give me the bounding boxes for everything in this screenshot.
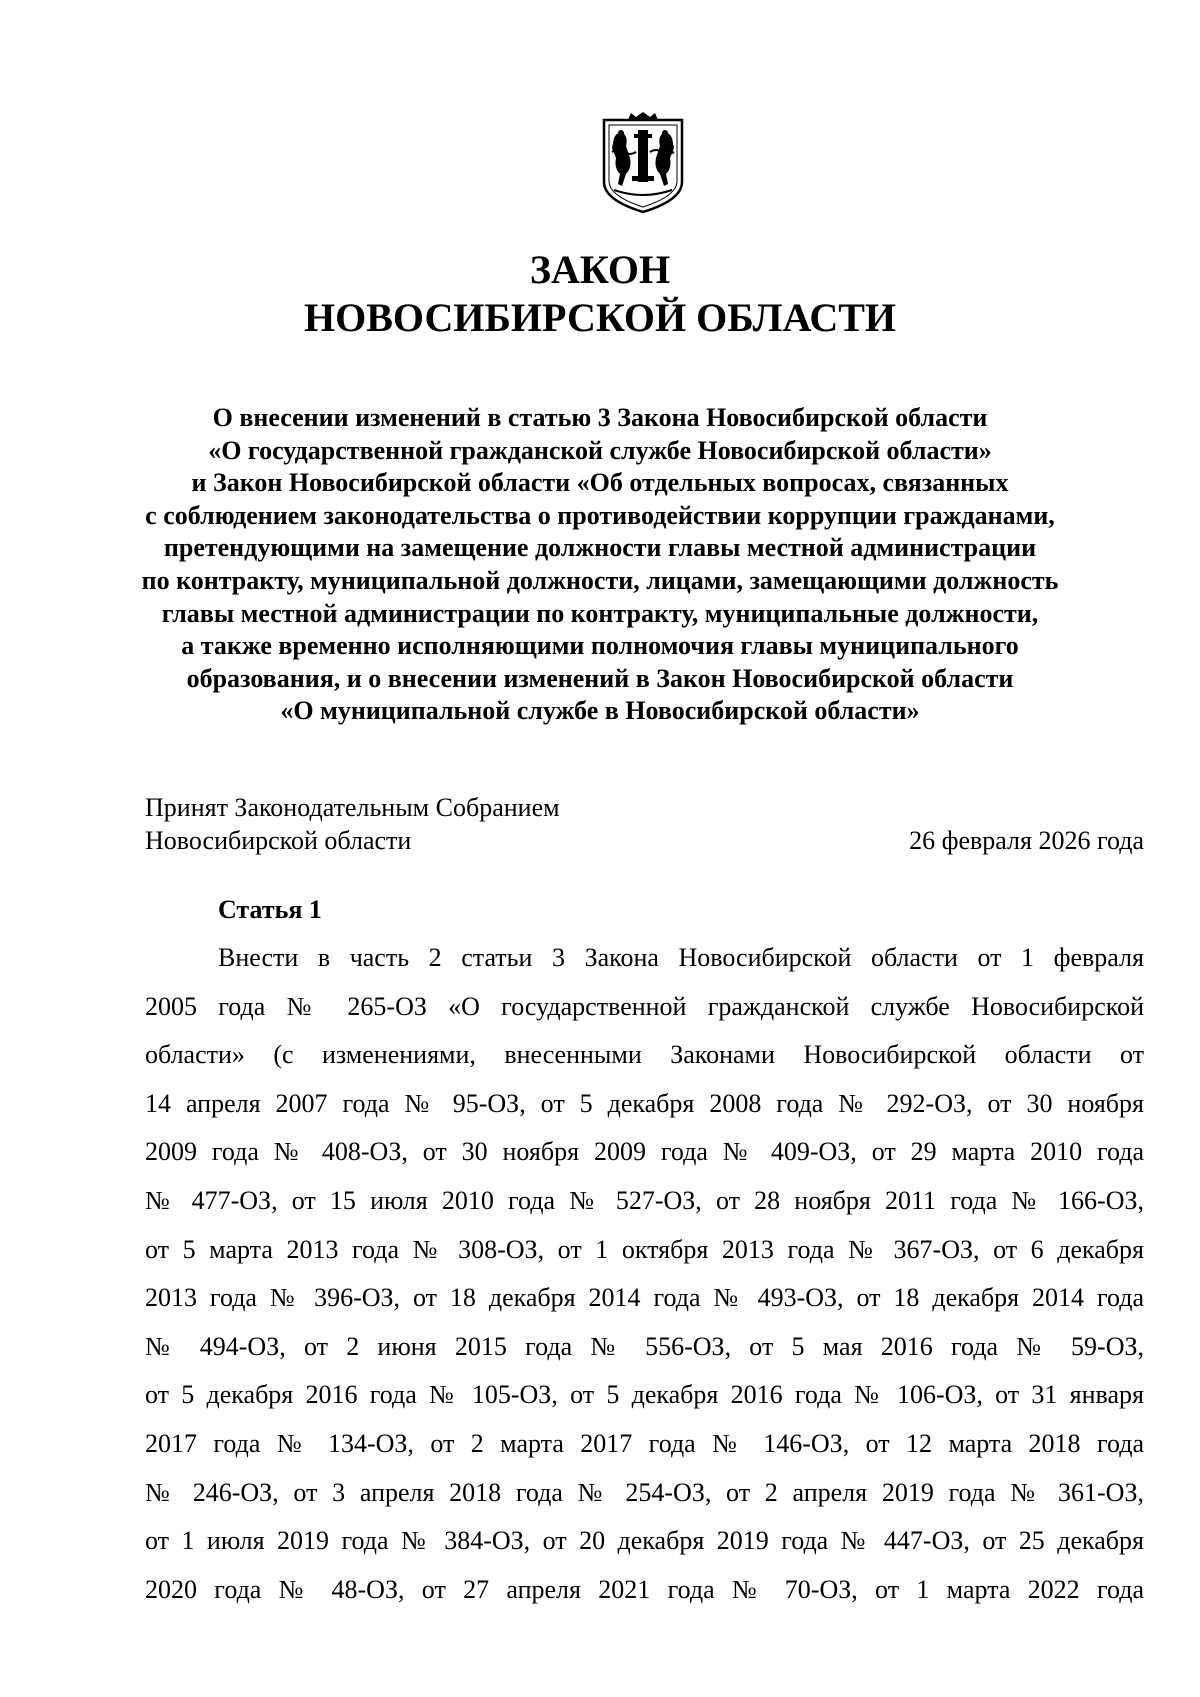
article-line: 2013 года № 396-ОЗ, от 18 декабря 2014 года № 493-ОЗ, от 18 декабря 2014 года (145, 1283, 1144, 1313)
article-line: от 5 марта 2013 года № 308-ОЗ, от 1 октября 2013 года № 367-ОЗ, от 6 декабря (145, 1234, 1144, 1264)
article-line: Внести в часть 2 статьи 3 Закона Новосибирской области от 1 февраля (218, 943, 1144, 972)
article-line: № 494-ОЗ, от 2 июня 2015 года № 556-ОЗ, от 5 мая 2016 года № 59-ОЗ, (145, 1331, 1144, 1361)
article-line: 2005 года № 265-ОЗ «О государственной гражданской службе Новосибирской (145, 991, 1144, 1021)
adoption-line-2: Новосибирской области (145, 826, 412, 855)
adoption-note (145, 791, 560, 857)
subject-line: главы местной администрации по контракту, муниципальные должности, (161, 598, 1039, 628)
article-heading: Статья 1 (218, 895, 322, 924)
article-line: 2009 года № 408-ОЗ, от 30 ноября 2009 года № 409-ОЗ, от 29 марта 2010 года (145, 1137, 1144, 1167)
subject-line: образования, и о внесении изменений в Закон Новосибирской области (186, 663, 1014, 693)
adoption-line-1: Принят Законодательным Собранием (145, 793, 560, 822)
subject-line: претендующими на замещение должности главы местной администрации (163, 533, 1037, 563)
article-line: № 477-ОЗ, от 15 июля 2010 года № 527-ОЗ, от 28 ноября 2011 года № 166-ОЗ, (145, 1185, 1144, 1215)
coat-of-arms-icon (598, 112, 688, 216)
subject-line: по контракту, муниципальной должности, лицами, замещающими должность (141, 565, 1059, 595)
law-subject (130, 402, 1070, 728)
subject-line: и Закон Новосибирской области «Об отдельных вопросах, связанных (191, 468, 1009, 498)
article-line: 2017 года № 134-ОЗ, от 2 марта 2017 года № 146-ОЗ, от 12 марта 2018 года (145, 1428, 1144, 1458)
law-title-line-1: ЗАКОН (529, 247, 671, 292)
subject-line: «О государственной гражданской службе Новосибирской области» (208, 435, 992, 465)
adoption-date: 26 февраля 2026 года (909, 826, 1144, 855)
article-line: от 1 июля 2019 года № 384-ОЗ, от 20 декабря 2019 года № 447-ОЗ, от 25 декабря (145, 1526, 1144, 1556)
subject-line: а также временно исполняющими полномочия главы муниципального (181, 631, 1019, 661)
law-title-line-2: НОВОСИБИРСКОЙ ОБЛАСТИ (303, 295, 897, 340)
subject-line: с соблюдением законодательства о противодействии коррупции гражданами, (145, 500, 1055, 530)
article-body (145, 934, 1144, 1614)
subject-line: «О муниципальной службе в Новосибирской области» (280, 696, 920, 726)
article-line: области» (с изменениями, внесенными Законами Новосибирской области от (145, 1040, 1144, 1070)
subject-line: О внесении изменений в статью 3 Закона Новосибирской области (212, 403, 988, 432)
article-line: от 5 декабря 2016 года № 105-ОЗ, от 5 декабря 2016 года № 106-ОЗ, от 31 января (145, 1380, 1144, 1410)
article-line: 2020 года № 48-ОЗ, от 27 апреля 2021 года № 70-ОЗ, от 1 марта 2022 года (145, 1574, 1144, 1604)
article-line: 14 апреля 2007 года № 95-ОЗ, от 5 декабря 2008 года № 292-ОЗ, от 30 ноября (145, 1088, 1144, 1118)
article-line: № 246-ОЗ, от 3 апреля 2018 года № 254-ОЗ, от 2 апреля 2019 года № 361-ОЗ, (145, 1477, 1144, 1507)
